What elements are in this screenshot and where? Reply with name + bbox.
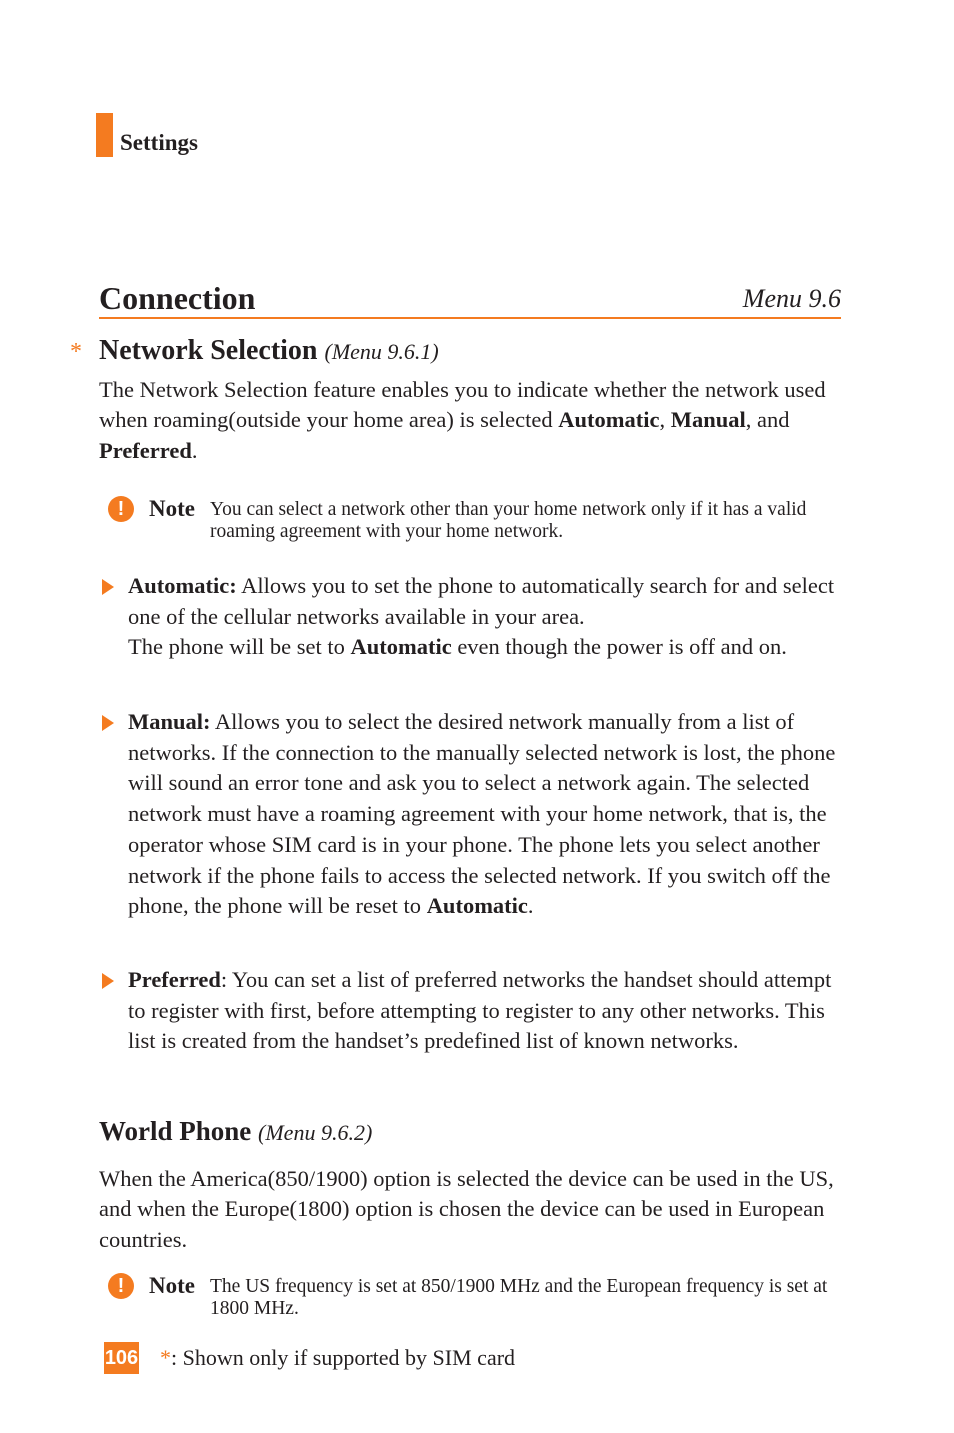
network-selection-menu-ref: (Menu 9.6.1): [324, 339, 439, 364]
page-number: 106: [104, 1342, 139, 1374]
title-divider: [99, 317, 841, 319]
note-label: Note: [149, 1273, 195, 1298]
note-text: You can select a network other than your home network only if it has a valid roaming agreement with your home network.: [210, 499, 807, 542]
page-title: Connection: [99, 280, 256, 316]
world-phone-menu-ref: (Menu 9.6.2): [258, 1120, 373, 1145]
sim-dependent-asterisk-icon: *: [70, 339, 82, 365]
world-phone-title: World Phone: [99, 1116, 252, 1146]
world-phone-heading: [99, 1118, 372, 1145]
list-item: Automatic: Allows you to set the phone to automatically search for and select one of the cellular networks available in your area. The phone will be set to Automatic even though the power is off and on.: [102, 571, 852, 663]
network-selection-title: Network Selection: [99, 335, 318, 366]
exclamation-icon: !: [108, 1273, 134, 1299]
triangle-bullet-icon: [102, 579, 114, 595]
footnote: *: Shown only if supported by SIM card: [160, 1345, 516, 1370]
triangle-bullet-icon: [102, 973, 114, 989]
exclamation-icon: !: [108, 496, 134, 522]
list-item: Preferred: You can set a list of preferred networks the handset should attempt to register with first, before attempting to register to any other networks. This list is created from the handset’s predefined list of known networks.: [102, 965, 852, 1057]
note-text: The US frequency is set at 850/1900 MHz and the European frequency is set at 1800 MHz.: [210, 1276, 828, 1319]
network-selection-heading: [99, 337, 439, 365]
list-item: Manual: Allows you to select the desired network manually from a list of networks. If the connection to the manually selected network is lost, the phone will sound an error tone and ask you to select a network again. The selected network must have a roaming agreement with your home network, that is, the operator whose SIM card is in your phone. The phone lets you select another network if the phone fails to access the selected network. If you switch off the phone, the phone will be reset to Automatic.: [102, 707, 852, 922]
note-label: Note: [149, 496, 195, 521]
header-accent-bar: [96, 113, 113, 157]
world-phone-body: When the America(850/1900) option is selected the device can be used in the US, and when the Europe(1800) option is chosen the device can be used in European countries.: [99, 1166, 834, 1252]
section-header-label: Settings: [120, 130, 198, 155]
asterisk-icon: *: [160, 1345, 171, 1370]
menu-reference: Menu 9.6: [742, 284, 841, 313]
network-selection-intro: The Network Selection feature enables you to indicate whether the network used when roaming(outside your home area) is selected Automatic, Manual, and Preferred.: [99, 377, 826, 463]
triangle-bullet-icon: [102, 715, 114, 731]
